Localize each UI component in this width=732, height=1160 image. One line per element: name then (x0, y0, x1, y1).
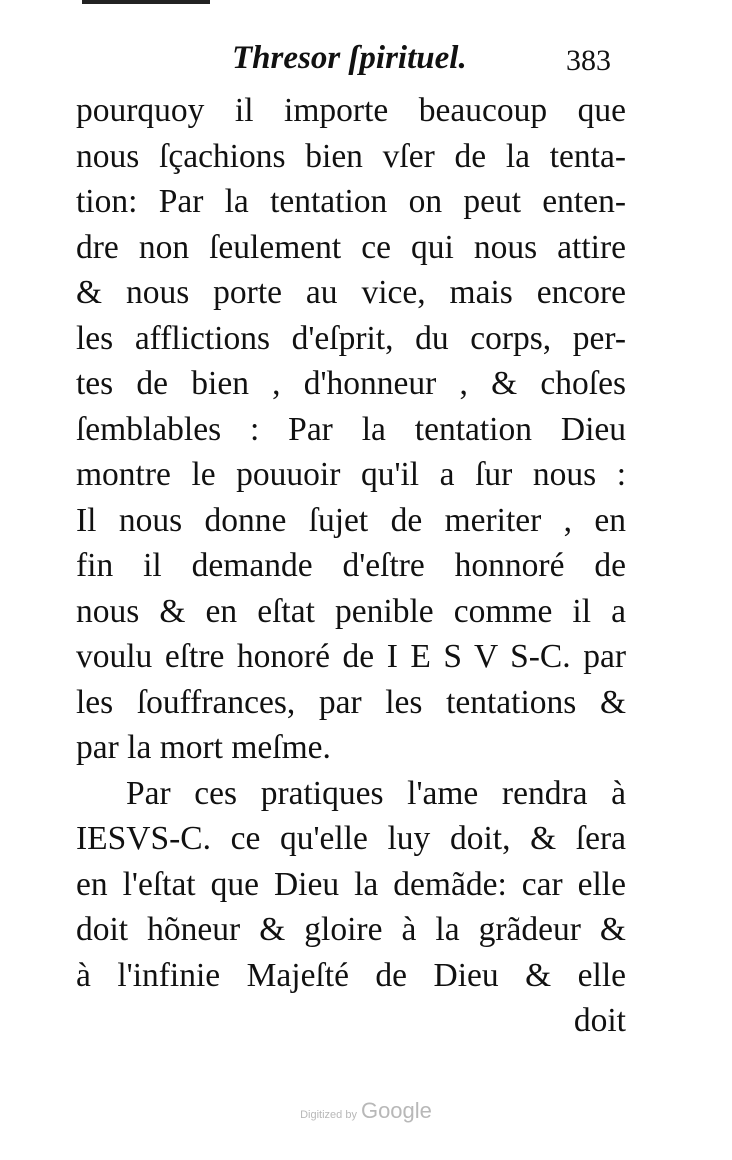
text-line: pourquoy il importe beaucoup que (76, 92, 626, 129)
top-rule (82, 0, 210, 4)
google-logo-text: Google (360, 1098, 432, 1123)
catchword: doit (573, 1002, 626, 1039)
text-line: Il nous donne ſujet de meriter , en (76, 501, 626, 539)
body-text (76, 88, 626, 1044)
running-title: Thresor ſpirituel. (232, 40, 467, 76)
text-line: dre non ſeulement ce qui nous attire (76, 228, 626, 266)
text-line: tes de bien , d'honneur , & choſes (76, 365, 626, 402)
text-line: Par ces pratiques l'ame rendra à (126, 774, 626, 812)
page-header (0, 36, 732, 86)
text-line: à l'infinie Majeſté de Dieu & elle (76, 956, 626, 994)
digitized-by-text: Digitized by (300, 1109, 357, 1121)
text-line: nous & en eſtat penible comme il a (76, 592, 626, 630)
page-number: 383 (566, 44, 611, 77)
text-line: fin il demande d'eſtre honnoré de (76, 547, 626, 584)
text-line: IESVS-C. ce qu'elle luy doit, & ſera (76, 820, 626, 857)
text-line: par la mort meſme. (76, 729, 331, 766)
text-line: en l'eſtat que Dieu la demãde: car elle (76, 865, 626, 903)
text-line: les ſouffrances, par les tentations & (76, 683, 626, 721)
text-line: & nous porte au vice, mais encore (76, 274, 626, 311)
text-line: montre le pouuoir qu'il a ſur nous : (76, 456, 626, 493)
text-line: ſemblables : Par la tentation Dieu (76, 410, 626, 448)
digitization-watermark (0, 1098, 732, 1124)
text-line: les afflictions d'eſprit, du corps, per- (76, 319, 626, 357)
text-line: doit hõneur & gloire à la grãdeur & (76, 911, 626, 948)
text-line: voulu eſtre honoré de I E S V S-C. par (76, 638, 626, 675)
text-line: nous ſçachions bien vſer de la tenta- (76, 137, 626, 175)
text-line: tion: Par la tentation on peut enten- (76, 183, 626, 220)
